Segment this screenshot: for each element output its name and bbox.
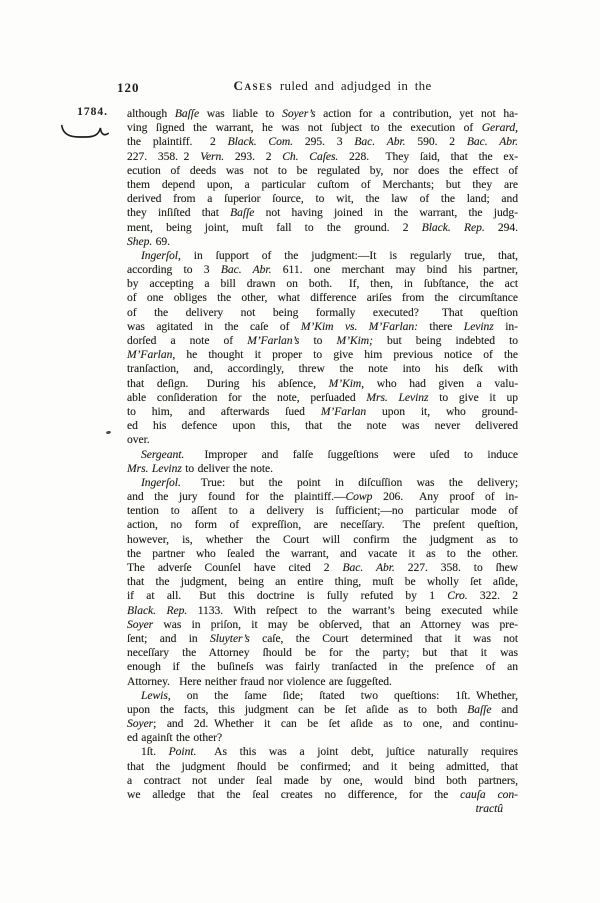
body-text-segment: 228. They ſaid, that the ex- — [338, 149, 519, 163]
body-line — [127, 774, 518, 788]
body-line — [127, 377, 518, 391]
body-text-segment: 294. — [484, 220, 518, 234]
body-line — [127, 518, 518, 532]
body-text-segment: 590. 2 — [405, 135, 467, 149]
body-line — [127, 263, 518, 277]
italic-text: Soyer’s — [282, 107, 316, 120]
body-text-segment: if at all. But this doctrine is fully refuted by 1 — [127, 589, 448, 603]
body-text-segment: although — [127, 107, 175, 120]
body-line — [127, 405, 518, 419]
italic-text: Levinz — [463, 319, 494, 333]
body-text-segment: however, is, whether the Court will confirm the judgment as to — [127, 532, 518, 546]
body-text-segment: 1133. With reſpect to the warrant’s being executed while — [187, 603, 518, 617]
italic-text: Gerard, — [481, 121, 518, 135]
body-text-segment: enough if the buſineſs was fairly tranſacted in the preſence of an — [127, 660, 518, 674]
body-text-segment: 611. one merchant may bind his partner, — [271, 263, 518, 277]
italic-text: Cro. — [447, 589, 468, 603]
body-text-segment: in- — [493, 319, 518, 333]
italic-text: Soyer — [127, 617, 154, 631]
body-text-segment: ſent; and in — [127, 631, 211, 645]
body-text-segment: 295. 3 — [293, 135, 355, 149]
ink-speck — [106, 431, 112, 435]
body-text-segment: to — [299, 334, 337, 347]
body-text-segment: by accepting a bill drawn on both. If, then, in ſubſtance, the act — [127, 277, 518, 291]
body-line — [127, 604, 518, 618]
italic-text: Bac. Abr. — [466, 135, 519, 149]
body-text-segment: action, no form of expreſſion, are neceſſary. The preſent queſtion, — [127, 518, 518, 532]
running-title-smallcaps: Cases — [233, 78, 274, 93]
body-line — [127, 448, 518, 462]
body-line — [127, 575, 518, 589]
body-line — [127, 107, 518, 121]
body-text-segment: tranſaction, and, accordingly, threw the note into his deſk with — [127, 362, 518, 376]
body-text-segment: that the judgment, being an entire thing, muſt be wholly ſet aſide, — [127, 575, 518, 589]
body-text-segment: to deliver the note. — [181, 461, 273, 475]
italic-text: M’Kim; — [336, 334, 373, 347]
catchword: tractû — [475, 802, 503, 816]
body-line — [127, 306, 518, 320]
body-line — [127, 135, 518, 149]
italic-text: Bac. Abr. — [354, 135, 406, 149]
body-line — [127, 334, 518, 348]
body-line — [127, 348, 518, 362]
body-text-segment: upon the facts, this judgment can be ſet aſide as to both — [127, 702, 468, 716]
italic-text: Mrs. Levinz — [366, 390, 429, 404]
body-line — [127, 462, 518, 476]
italic-text: Point. — [168, 745, 197, 759]
body-text-segment: The adverſe Counſel have cited 2 — [127, 561, 343, 574]
body-text-segment: action for a contribution, yet not ha- — [315, 107, 518, 120]
body-text-segment: upon it, who ground- — [366, 404, 518, 418]
italic-text: Baſſe — [467, 702, 492, 716]
body-line — [127, 490, 518, 504]
body-line — [127, 192, 518, 206]
body-line — [127, 561, 518, 575]
body-text-segment: we alledge that the ſeal creates no difference, for the — [127, 788, 461, 801]
body-line — [127, 433, 518, 447]
body-line — [127, 291, 518, 305]
body-text-segment: was liable to — [199, 107, 283, 120]
body-text-segment: 227. 358. 2 — [127, 149, 201, 163]
body-text-segment: , on the ſame ſide; ſtated two queſtions: 1ſt. Whether, — [167, 688, 518, 702]
body-line — [127, 589, 518, 603]
italic-text: Ingerſol — [141, 248, 178, 262]
body-line — [127, 703, 518, 717]
body-line — [127, 121, 518, 135]
body-text-segment: of one obliges the other, what difference ariſes from the circumſtance — [127, 291, 518, 305]
body-line — [127, 547, 518, 561]
body-text-segment: able conſideration for the note, perſuaded — [127, 390, 367, 404]
body-line — [127, 689, 518, 703]
body-text-segment: 322. 2 — [467, 589, 519, 603]
italic-text: Sergeant. — [141, 447, 185, 461]
body-line — [127, 717, 518, 731]
body-line — [127, 504, 518, 518]
body-line — [127, 632, 518, 646]
italic-text: Sluyter’s — [210, 631, 250, 645]
body-line — [127, 362, 518, 376]
body-text-segment: 69. — [152, 234, 170, 248]
body-text-segment: , in ſupport of the judgment:—It is regularly true, that, — [177, 248, 518, 262]
body-text-segment: derived from a ſuperior ſource, to wit, the law of the land; and — [127, 192, 518, 206]
body-text-segment: them depend upon, a particular cuſtom of Merchants; but they are — [127, 177, 518, 191]
italic-text: Ingerſol. — [141, 475, 181, 489]
body-line — [127, 618, 518, 632]
body-text-segment: there — [417, 319, 464, 333]
body-line — [127, 731, 518, 745]
body-line — [127, 277, 518, 291]
body-line — [127, 178, 518, 192]
running-title — [137, 78, 528, 94]
italic-text: Bac. Abr. — [342, 561, 395, 574]
body-text-segment: neceſſary the Attorney ſhould be for the party; but that it was — [127, 646, 518, 660]
italic-text: Black. Com. — [227, 135, 293, 149]
italic-text: Soyer — [127, 717, 154, 731]
body-text-segment: dorſed a note of — [127, 334, 248, 347]
italic-text: M’Kim vs. M’Farlan: — [300, 319, 418, 333]
body-line — [127, 249, 518, 263]
body-line — [127, 745, 518, 759]
italic-text: Vern. — [200, 149, 225, 163]
italic-text: Baſſe — [174, 107, 200, 120]
body-text-segment: 227. 358. to ſhew — [394, 561, 519, 574]
body-line — [127, 788, 518, 802]
page-number: 120 — [117, 80, 140, 95]
body-text-segment: As this was a joint debt, juſtice naturally requires — [196, 745, 518, 759]
body-text-segment: to him, and afterwards ſued — [127, 404, 321, 418]
body-text-segment: ed againſt the other? — [127, 731, 223, 745]
body-line — [127, 646, 518, 660]
italic-text: Baſſe — [230, 206, 255, 220]
body-text-segment: over. — [127, 433, 150, 447]
body-text-segment: Improper and falſe ſuggeſtions were uſed to induce — [184, 447, 518, 461]
body-text-segment: that deſign. During his abſence, — [127, 376, 329, 390]
body-text-segment: the partner who ſealed the warrant, and vacate it as to the other. — [127, 546, 518, 560]
body-text-segment: ed his defence upon this, that the note was never delivered — [127, 419, 518, 433]
body-text-segment: but being indebted to — [372, 334, 518, 347]
body-line — [127, 235, 518, 249]
body-line — [127, 675, 518, 689]
body-line — [127, 206, 518, 220]
body-text-segment: 1ſt. — [141, 745, 169, 759]
body-text — [127, 107, 518, 816]
italic-text: Shep. — [127, 234, 153, 248]
body-text-segment: Attorney. Here neither fraud nor violence are ſuggeſted. — [127, 674, 392, 688]
italic-text: Black. Rep. — [127, 603, 188, 617]
body-text-segment: 206. Any proof of in- — [372, 490, 519, 504]
body-text-segment: caſe, the Court determined that it was not — [249, 631, 518, 645]
year-brace-icon — [60, 123, 110, 141]
body-text-segment: not having joined in the warrant, the judg- — [254, 206, 518, 220]
italic-text: cauſa con- — [460, 788, 518, 801]
body-text-segment: they inſiſted that — [127, 206, 231, 220]
body-line — [127, 660, 518, 674]
body-text-segment: a contract not under ſeal made by one, would bind both partners, — [127, 773, 518, 787]
italic-text: M’Kim — [328, 376, 362, 390]
body-text-segment: , who had given a valu- — [361, 376, 518, 390]
italic-text: Bac. Abr. — [220, 263, 272, 277]
body-line — [127, 150, 518, 164]
body-text-segment: ving ſigned the warrant, he was not ſubject to the execution of — [127, 121, 482, 135]
running-title-rest: ruled and adjudged in the — [273, 78, 432, 93]
italic-text: Ch. Caſes. — [282, 149, 339, 163]
body-line — [127, 221, 518, 235]
body-line — [127, 391, 518, 405]
margin-year-note: 1784. — [77, 106, 108, 118]
body-line — [127, 476, 518, 490]
body-text-segment: according to 3 — [127, 263, 221, 277]
body-text-segment: 293. 2 — [224, 149, 283, 163]
italic-text: Mrs. Levinz — [127, 461, 182, 475]
body-text-segment: of the delivery not being formally executed? That queſtion — [127, 305, 518, 319]
italic-text: Lewis — [141, 688, 168, 702]
italic-text: M’Farlan — [127, 348, 173, 362]
body-text-segment: tention to aſſent to a delivery is ſufficient;—no particular mode of — [127, 504, 518, 518]
body-line — [127, 419, 518, 433]
italic-text: Cowp — [345, 490, 373, 504]
italic-text: M’Farlan — [320, 404, 367, 418]
italic-text: Black. Rep. — [421, 220, 485, 234]
body-text-segment: True: but the point in diſcuſſion was the delivery; — [180, 475, 518, 489]
body-text-segment: to give it up — [428, 390, 518, 404]
italic-text: M’Farlan’s — [247, 334, 300, 347]
body-line — [127, 533, 518, 547]
body-text-segment: was agitated in the caſe of — [127, 319, 301, 333]
body-text-segment: ; and 2d. Whether it can be ſet aſide as to one, and continu- — [153, 717, 518, 731]
body-text-segment: ment, being joint, muſt fall to the ground. 2 — [127, 220, 422, 234]
body-text-segment: was in priſon, it may be obſerved, that an Attorney was pre- — [153, 617, 518, 631]
body-text-segment: the plaintiff. 2 — [127, 135, 228, 149]
body-text-segment: that the judgment ſhould be confirmed; and it being admitted, that — [127, 759, 518, 773]
body-line — [127, 760, 518, 774]
body-text-segment: and the jury found for the plaintiff.— — [127, 490, 346, 504]
body-text-segment: , he thought it proper to give him previous notice of the — [172, 348, 518, 362]
body-text-segment: and — [491, 702, 518, 716]
body-line — [127, 164, 518, 178]
body-line — [127, 320, 518, 334]
body-text-segment: ecution of deeds was not to be regulated by, nor does the effect of — [127, 163, 518, 177]
